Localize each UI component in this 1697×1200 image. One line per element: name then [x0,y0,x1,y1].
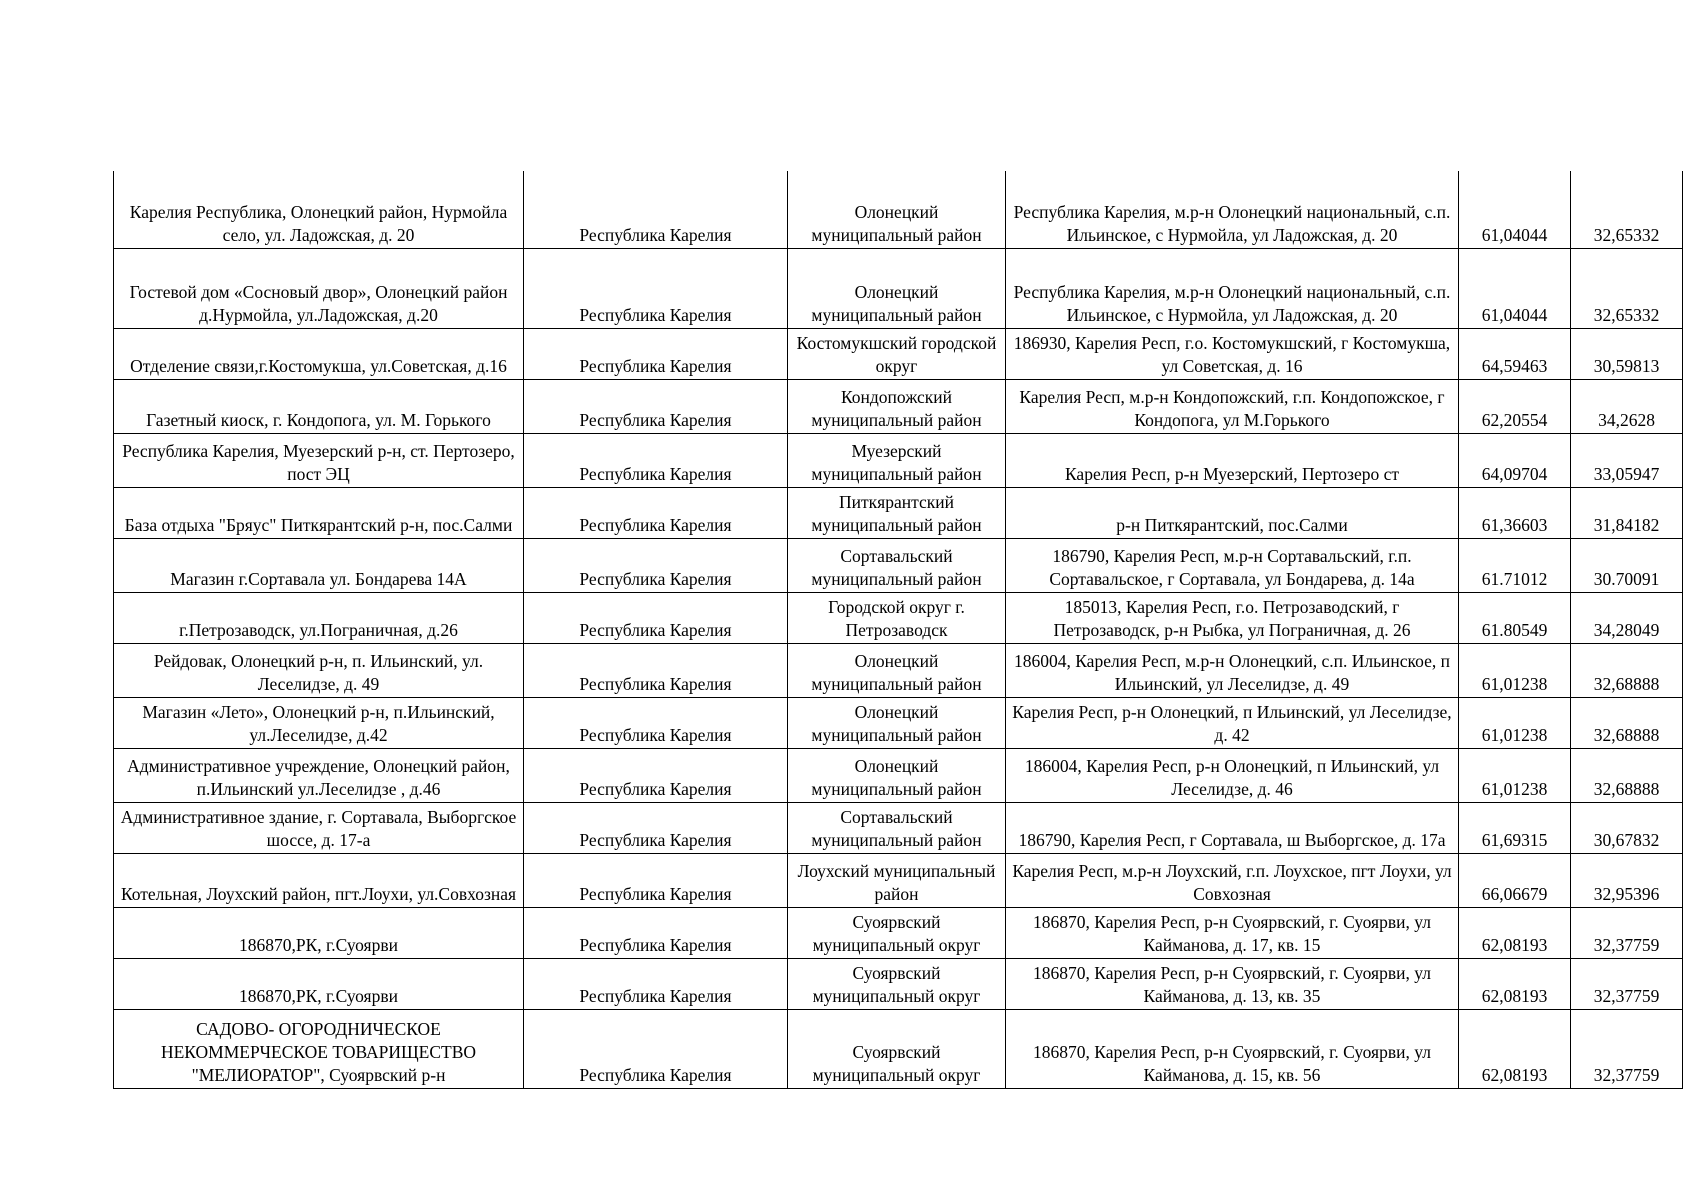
cell-longitude: 33,05947 [1571,433,1683,487]
cell-latitude: 61,69315 [1459,802,1571,853]
table-row [114,802,1683,853]
cell-longitude: 32,37759 [1571,1009,1683,1088]
cell-latitude: 62,08193 [1459,958,1571,1009]
cell-latitude: 61.71012 [1459,538,1571,592]
cell-region: Республика Карелия [524,171,788,248]
cell-address: Котельная, Лоухский район, пгт.Лоухи, ул.Совхозная [114,853,524,907]
cell-region: Республика Карелия [524,697,788,748]
cell-full-address: 186870, Карелия Респ, р-н Суоярвский, г. Суоярви, ул Кайманова, д. 13, кв. 35 [1006,958,1459,1009]
cell-latitude: 66,06679 [1459,853,1571,907]
cell-address: г.Петрозаводск, ул.Пограничная, д.26 [114,592,524,643]
cell-longitude: 32,68888 [1571,643,1683,697]
cell-full-address: р-н Питкярантский, пос.Салми [1006,487,1459,538]
cell-region: Республика Карелия [524,592,788,643]
cell-address: Карелия Республика, Олонецкий район, Нурмойла село, ул. Ладожская, д. 20 [114,171,524,248]
table-row [114,592,1683,643]
cell-longitude: 32,95396 [1571,853,1683,907]
cell-latitude: 61,01238 [1459,643,1571,697]
cell-region: Республика Карелия [524,853,788,907]
table-row [114,379,1683,433]
table-row [114,748,1683,802]
cell-latitude: 64,59463 [1459,328,1571,379]
table-row [114,538,1683,592]
locations-table [113,171,1683,1089]
cell-full-address: 186004, Карелия Респ, р-н Олонецкий, п Ильинский, ул Леселидзе, д. 46 [1006,748,1459,802]
cell-latitude: 61,01238 [1459,748,1571,802]
cell-longitude: 34,2628 [1571,379,1683,433]
cell-full-address: Республика Карелия, м.р-н Олонецкий национальный, с.п. Ильинское, с Нурмойла, ул Ладожская, д. 20 [1006,248,1459,328]
cell-longitude: 31,84182 [1571,487,1683,538]
cell-region: Республика Карелия [524,643,788,697]
cell-municipality: Суоярвский муниципальный округ [788,1009,1006,1088]
cell-municipality: Сортавальский муниципальный район [788,802,1006,853]
cell-full-address: Карелия Респ, м.р-н Лоухский, г.п. Лоухское, пгт Лоухи, ул Совхозная [1006,853,1459,907]
cell-longitude: 32,68888 [1571,697,1683,748]
table-row [114,1009,1683,1088]
cell-municipality: Питкярантский муниципальный район [788,487,1006,538]
cell-address: 186870,РК, г.Суоярви [114,907,524,958]
cell-latitude: 64,09704 [1459,433,1571,487]
table-row [114,697,1683,748]
cell-region: Республика Карелия [524,433,788,487]
table-row [114,248,1683,328]
cell-longitude: 32,65332 [1571,171,1683,248]
cell-municipality: Олонецкий муниципальный район [788,643,1006,697]
table-row [114,171,1683,248]
cell-region: Республика Карелия [524,748,788,802]
cell-longitude: 30,67832 [1571,802,1683,853]
cell-latitude: 61,01238 [1459,697,1571,748]
cell-region: Республика Карелия [524,487,788,538]
table-row [114,907,1683,958]
cell-latitude: 62,20554 [1459,379,1571,433]
cell-region: Республика Карелия [524,958,788,1009]
cell-full-address: 186930, Карелия Респ, г.о. Костомукшский, г Костомукша, ул Советская, д. 16 [1006,328,1459,379]
cell-address: Республика Карелия, Муезерский р-н, ст. Пертозеро, пост ЭЦ [114,433,524,487]
cell-longitude: 30.70091 [1571,538,1683,592]
cell-municipality: Олонецкий муниципальный район [788,171,1006,248]
table-row [114,328,1683,379]
cell-latitude: 61,04044 [1459,171,1571,248]
cell-municipality: Кондопожский муниципальный район [788,379,1006,433]
table-row [114,643,1683,697]
cell-latitude: 61,36603 [1459,487,1571,538]
cell-address: Административное здание, г. Сортавала, Выборгское шоссе, д. 17-а [114,802,524,853]
cell-address: Отделение связи,г.Костомукша, ул.Советская, д.16 [114,328,524,379]
cell-full-address: Республика Карелия, м.р-н Олонецкий национальный, с.п. Ильинское, с Нурмойла, ул Ладожская, д. 20 [1006,171,1459,248]
cell-municipality: Муезерский муниципальный район [788,433,1006,487]
cell-municipality: Костомукшский городской округ [788,328,1006,379]
cell-address: 186870,РК, г.Суоярви [114,958,524,1009]
cell-address: САДОВО- ОГОРОДНИЧЕСКОЕ НЕКОММЕРЧЕСКОЕ ТОВАРИЩЕСТВО "МЕЛИОРАТОР", Суоярвский р-н [114,1009,524,1088]
cell-municipality: Суоярвский муниципальный округ [788,958,1006,1009]
cell-longitude: 32,37759 [1571,907,1683,958]
table-row [114,958,1683,1009]
cell-longitude: 34,28049 [1571,592,1683,643]
cell-municipality: Сортавальский муниципальный район [788,538,1006,592]
cell-full-address: Карелия Респ, м.р-н Кондопожский, г.п. Кондопожское, г Кондопога, ул М.Горького [1006,379,1459,433]
cell-full-address: 186004, Карелия Респ, м.р-н Олонецкий, с.п. Ильинское, п Ильинский, ул Леселидзе, д. 49 [1006,643,1459,697]
cell-longitude: 30,59813 [1571,328,1683,379]
cell-municipality: Олонецкий муниципальный район [788,748,1006,802]
cell-municipality: Суоярвский муниципальный округ [788,907,1006,958]
cell-address: База отдыха "Бряус" Питкярантский р-н, пос.Салми [114,487,524,538]
table-row [114,433,1683,487]
cell-full-address: Карелия Респ, р-н Муезерский, Пертозеро ст [1006,433,1459,487]
cell-full-address: 186790, Карелия Респ, г Сортавала, ш Выборгское, д. 17а [1006,802,1459,853]
cell-region: Республика Карелия [524,802,788,853]
cell-latitude: 62,08193 [1459,907,1571,958]
cell-latitude: 61.80549 [1459,592,1571,643]
cell-municipality: Олонецкий муниципальный район [788,248,1006,328]
cell-address: Магазин «Лето», Олонецкий р-н, п.Ильинский, ул.Леселидзе, д.42 [114,697,524,748]
cell-latitude: 62,08193 [1459,1009,1571,1088]
cell-address: Административное учреждение, Олонецкий район, п.Ильинский ул.Леселидзе , д.46 [114,748,524,802]
cell-region: Республика Карелия [524,538,788,592]
table-row [114,853,1683,907]
cell-region: Республика Карелия [524,379,788,433]
table-row [114,487,1683,538]
cell-region: Республика Карелия [524,328,788,379]
cell-longitude: 32,37759 [1571,958,1683,1009]
cell-address: Газетный киоск, г. Кондопога, ул. М. Горького [114,379,524,433]
cell-latitude: 61,04044 [1459,248,1571,328]
cell-longitude: 32,68888 [1571,748,1683,802]
cell-full-address: 185013, Карелия Респ, г.о. Петрозаводский, г Петрозаводск, р-н Рыбка, ул Пограничная, д. 26 [1006,592,1459,643]
cell-full-address: Карелия Респ, р-н Олонецкий, п Ильинский, ул Леселидзе, д. 42 [1006,697,1459,748]
cell-longitude: 32,65332 [1571,248,1683,328]
cell-full-address: 186790, Карелия Респ, м.р-н Сортавальский, г.п. Сортавальское, г Сортавала, ул Бондарева, д. 14а [1006,538,1459,592]
cell-municipality: Олонецкий муниципальный район [788,697,1006,748]
table-body [114,171,1683,1088]
cell-address: Гостевой дом «Сосновый двор», Олонецкий район д.Нурмойла, ул.Ладожская, д.20 [114,248,524,328]
cell-region: Республика Карелия [524,907,788,958]
cell-region: Республика Карелия [524,1009,788,1088]
cell-municipality: Лоухский муниципальный район [788,853,1006,907]
cell-full-address: 186870, Карелия Респ, р-н Суоярвский, г. Суоярви, ул Кайманова, д. 17, кв. 15 [1006,907,1459,958]
cell-region: Республика Карелия [524,248,788,328]
cell-address: Магазин г.Сортавала ул. Бондарева 14А [114,538,524,592]
cell-full-address: 186870, Карелия Респ, р-н Суоярвский, г. Суоярви, ул Кайманова, д. 15, кв. 56 [1006,1009,1459,1088]
cell-address: Рейдовак, Олонецкий р-н, п. Ильинский, ул. Леселидзе, д. 49 [114,643,524,697]
cell-municipality: Городской округ г. Петрозаводск [788,592,1006,643]
